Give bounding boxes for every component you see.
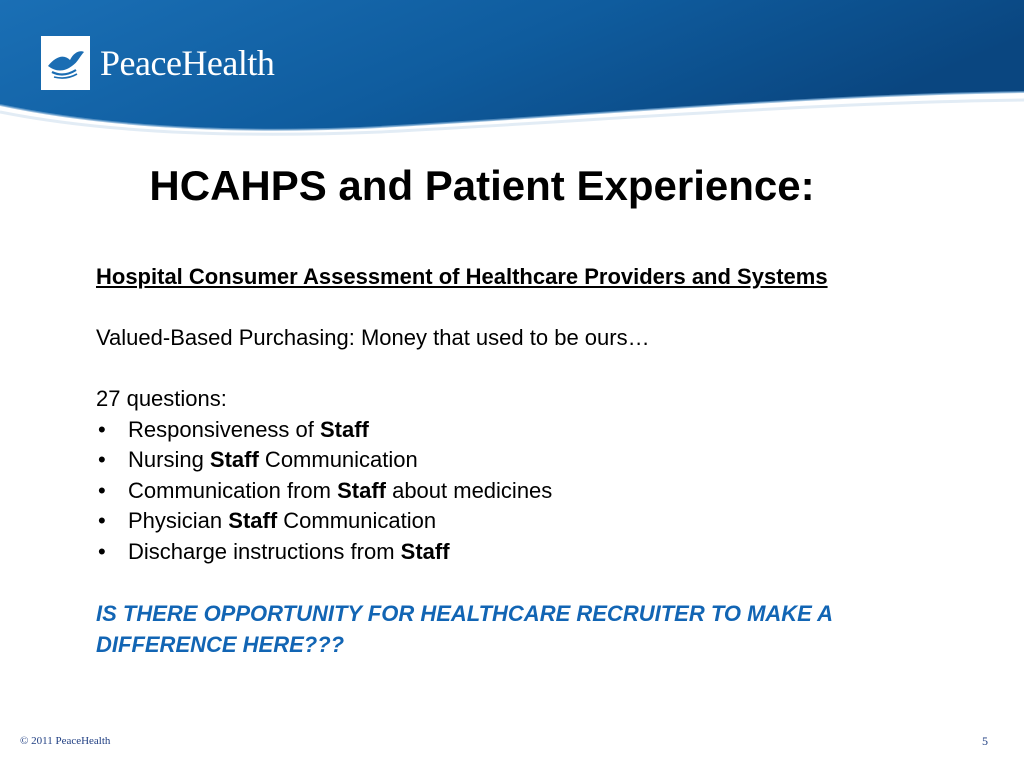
page-number: 5 xyxy=(982,734,988,748)
vbp-paragraph: Valued-Based Purchasing: Money that used to be ours… xyxy=(96,325,650,350)
list-item: • Discharge instructions from Staff xyxy=(96,537,976,568)
slide-body xyxy=(96,262,976,660)
list-item: • Responsiveness of Staff xyxy=(96,415,976,446)
question-list xyxy=(96,415,976,568)
bullet-glyph: • xyxy=(98,447,106,472)
slide-title: HCAHPS and Patient Experience: xyxy=(149,162,815,209)
bullet-glyph: • xyxy=(98,477,106,503)
spacer xyxy=(96,293,976,324)
bullet-glyph: • xyxy=(98,416,106,442)
bullet-glyph: • xyxy=(98,508,106,533)
list-item: • Nursing Staff Communication xyxy=(96,445,976,476)
spacer xyxy=(96,354,976,385)
dove-icon xyxy=(46,46,86,80)
brand-logo xyxy=(41,36,274,90)
header-banner xyxy=(0,0,1024,140)
bullet-glyph: • xyxy=(98,538,106,564)
spacer xyxy=(96,567,976,598)
list-intro: 27 questions: xyxy=(96,386,227,411)
slide-subtitle: Hospital Consumer Assessment of Healthcare Providers and Systems xyxy=(96,264,828,289)
list-item: • Communication from Staff about medicines xyxy=(96,476,976,507)
footer-copyright: © 2011 PeaceHealth xyxy=(20,735,111,747)
list-item: • Physician Staff Communication xyxy=(96,506,976,537)
logo-badge xyxy=(41,36,90,90)
brand-name: PeaceHealth xyxy=(100,43,275,83)
callout-question: IS THERE OPPORTUNITY FOR HEALTHCARE RECRUITER TO MAKE A DIFFERENCE HERE??? xyxy=(96,600,833,657)
